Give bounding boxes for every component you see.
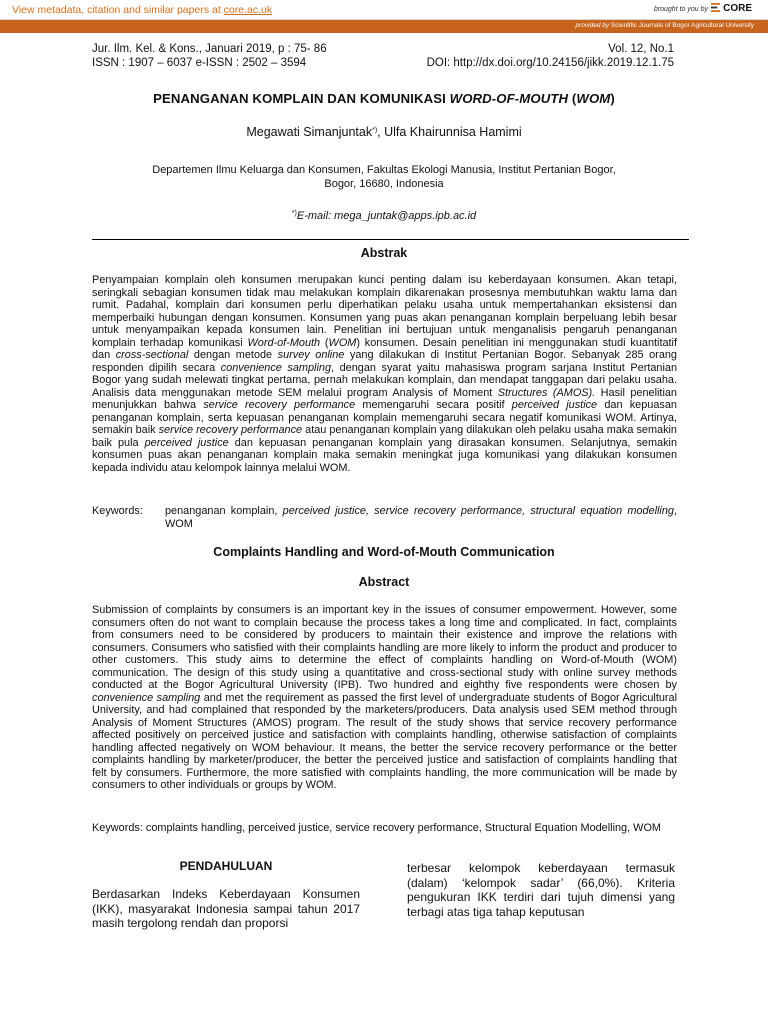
keywords-en: Keywords: complaints handling, perceived justice, service recovery performance, Structural Equation Modelling, WOM	[92, 822, 661, 834]
provided-by-text	[576, 22, 754, 29]
paper-title	[60, 91, 708, 106]
journal-volume: Vol. 12, No.1	[608, 43, 674, 55]
abstrak-italic: perceived justice	[511, 399, 598, 411]
corresponding-email	[80, 210, 688, 222]
author-mark: *)	[372, 127, 378, 134]
journal-header-line1	[92, 43, 674, 55]
abstrak-text: (	[320, 336, 329, 349]
keywords-values	[165, 505, 677, 530]
abstrak-italic: convenience sampling	[220, 361, 332, 374]
abstrak-text: memengaruhi secara positif	[355, 399, 512, 411]
title-part: (	[568, 91, 577, 106]
abstrak-italic: cross-sectional	[115, 349, 189, 361]
english-title: Complaints Handling and Word-of-Mouth Communication	[213, 545, 555, 559]
divider-rule	[92, 239, 689, 240]
affiliation-line: Bogor, 16680, Indonesia	[324, 178, 444, 190]
core-link-domain[interactable]: core.ac.uk	[223, 4, 273, 16]
keyword-italic: perceived justice, service recovery performance, structural equation modelling	[282, 505, 674, 517]
affiliation-line: Departemen Ilmu Keluarga dan Konsumen, Fakultas Ekologi Manusia, Institut Pertanian Bogor,	[152, 164, 616, 176]
author-name: , Ulfa Khairunnisa Hamimi	[377, 125, 522, 139]
core-logo-text: CORE	[723, 3, 752, 14]
abstrak-italic: Structures (AMOS).	[497, 386, 596, 399]
abstract-body	[92, 604, 677, 792]
core-logo[interactable]	[711, 3, 752, 14]
abstrak-heading: Abstrak	[360, 246, 408, 260]
intro-left-column: Berdasarkan Indeks Keberdayaan Konsumen (IKK), masyarakat Indonesia sampai tahun 2017 masih tergolong rendah dan proporsi	[92, 887, 360, 930]
abstrak-body	[92, 274, 677, 474]
core-metadata-link[interactable]	[12, 4, 272, 16]
abstrak-italic: Word-of-Mouth	[247, 336, 321, 349]
abstrak-text: Hasil penelitian menunjukkan bahwa	[92, 386, 677, 411]
abstrak-text: yang dilakukan di Institut Pertanian Bogor. Sebanyak 285 orang responden dipilih secara	[92, 349, 677, 374]
abstrak-text: , dengan syarat yaitu mahasiswa program sarjana Institut Pertanian Bogor yang sudah melewati tingkat pertama, pernah melakukan komplain, dan mendapat tanggapan dari pelaku usaha. Analisis data menggunakan metode SEM melalui program Analysis of Moment	[92, 361, 677, 399]
abstrak-text: atau penanganan komplain yang dilakukan oleh pelaku usaha maka semakin baik pula	[92, 424, 677, 449]
keyword-text: penanganan komplain,	[165, 505, 283, 517]
brought-by-text: brought to you by	[653, 6, 708, 13]
author-name: Megawati Simanjuntak	[246, 125, 373, 139]
provided-by-source[interactable]: Scientific Journals of Bogor Agricultural University	[610, 22, 754, 29]
authors	[60, 125, 708, 139]
core-banner	[0, 0, 768, 20]
abstract-text: and met the requirement as passed the first level of undergraduate students of Bogor Agricultural University, and had complained that responded by the marketers/producers. Data analysis used SEM method through Analysis of Moment Structures (AMOS) program. The result of the study shows that service recovery performance affected positively on perceived justice and satisfaction with complaints handling, otherwise satisfaction of complaints handling affected negatively on WOM behaviour. It means, the better the service recovery performance or the better complaints handling by marketer/producer, the better the perceived justice and satisfaction of complaints handling that felt by consumers. Furthermore, the more satisfied with complaints handling, the more communication will be made by consumers to other individuals or groups by WOM.	[92, 691, 678, 791]
abstrak-text: dan kepuasan penanganan komplain yang dirasakan konsumen. Selanjutnya, semakin konsumen puas akan penanganan komplain maka semakin meningkat juga komunikasi yang dilakukan konsumen kepada individu atau kelompok lainnya melalui WOM.	[92, 436, 678, 474]
email-text[interactable]: E-mail: mega_juntak@apps.ipb.ac.id	[296, 210, 477, 222]
title-part: PENANGANAN KOMPLAIN DAN KOMUNIKASI	[153, 91, 450, 106]
provided-by-bar	[0, 20, 768, 33]
abstrak-text: dan kepuasan penanganan komplain, serta kepuasan penanganan komplain memengaruhi secara negatif komunikasi WOM. Artinya, semakin baik	[92, 399, 677, 436]
journal-issn: ISSN : 1907 – 6037 e-ISSN : 2502 – 3594	[92, 57, 307, 69]
core-link-prefix[interactable]: View metadata, citation and similar papers at	[12, 4, 224, 16]
keywords-label: Keywords:	[92, 505, 143, 517]
core-logo-icon	[711, 3, 720, 12]
journal-citation: Jur. Ilm. Kel. & Kons., Januari 2019, p : 75- 86	[92, 43, 327, 55]
intro-right-column: terbesar kelompok keberdayaan termasuk (dalam) ‘kelompok sadar’ (66,0%). Kriteria pengukuran IKK terdiri dari tujuh dimensi yang terbagi atas tiga tahap keputusan	[407, 861, 675, 919]
abstract-text: Submission of complaints by consumers is an important key in the issues of consumer empowerment. However, some consumers often do not want to complain because the process takes a long time and complicated. In fact, complaints from consumers need to be considered by producers to maintain their existence and improve the relations with consumers. Consumers who satisfied with their complaints handling are more likely to inform the product and producer to other customers. This study aims to determine the effect of complaints handling on Word-of-Mouth (WOM) communication. The design of this study using a quantitative and cross-sectional study with online survey methods conducted at the Bogor Agricultural University (IPB). Two hundred and eighthy five respondents were chosen by	[92, 604, 677, 691]
abstrak-italic: service recovery performance	[203, 399, 356, 411]
title-part: )	[610, 91, 615, 106]
title-italic: WORD-OF-MOUTH	[449, 91, 569, 106]
abstract-heading: Abstract	[358, 575, 410, 589]
journal-header-line2	[92, 57, 674, 69]
abstrak-italic: service recovery performance	[158, 424, 303, 436]
abstrak-italic: perceived justice	[144, 436, 229, 449]
provided-by-prefix: provided by	[575, 22, 610, 29]
abstrak-text: Penyampaian komplain oleh konsumen merupakan kunci penting dalam isu keberdayaan konsumen. Akan tetapi, seringkali sebagian konsumen tidak mau melakukan komplain dikarenakan prosesnya membutuhkan waktu lama dan rumit. Padahal, komplain dari konsumen perlu diperhatikan pelaku usaha untuk mempertahankan eksistensi dan memperbaiki hubungan dengan konsumen. Konsumen yang puas akan penanganan komplain berpeluang lebih besar untuk menyampaikan kepada konsumen lain. Penelitian ini bertujuan untuk menganalisis pengaruh penanganan komplain terhadap komunikasi	[92, 274, 677, 349]
abstrak-text: ) konsumen. Desain penelitian ini menggunakan studi kuantitatif dan	[92, 336, 677, 361]
journal-doi: DOI: http://dx.doi.org/10.24156/jikk.2019.12.1.75	[426, 57, 674, 69]
title-italic: WOM	[576, 91, 611, 106]
abstract-italic: convenience sampling	[92, 691, 201, 704]
keyword-text: , WOM	[165, 505, 677, 530]
abstrak-italic: survey online	[277, 349, 345, 361]
affiliation	[80, 163, 688, 191]
abstrak-italic: WOM	[328, 336, 357, 349]
abstrak-text: dengan metode	[188, 349, 278, 361]
email-mark: *)	[291, 210, 297, 217]
intro-heading: PENDAHULUAN	[179, 859, 273, 873]
